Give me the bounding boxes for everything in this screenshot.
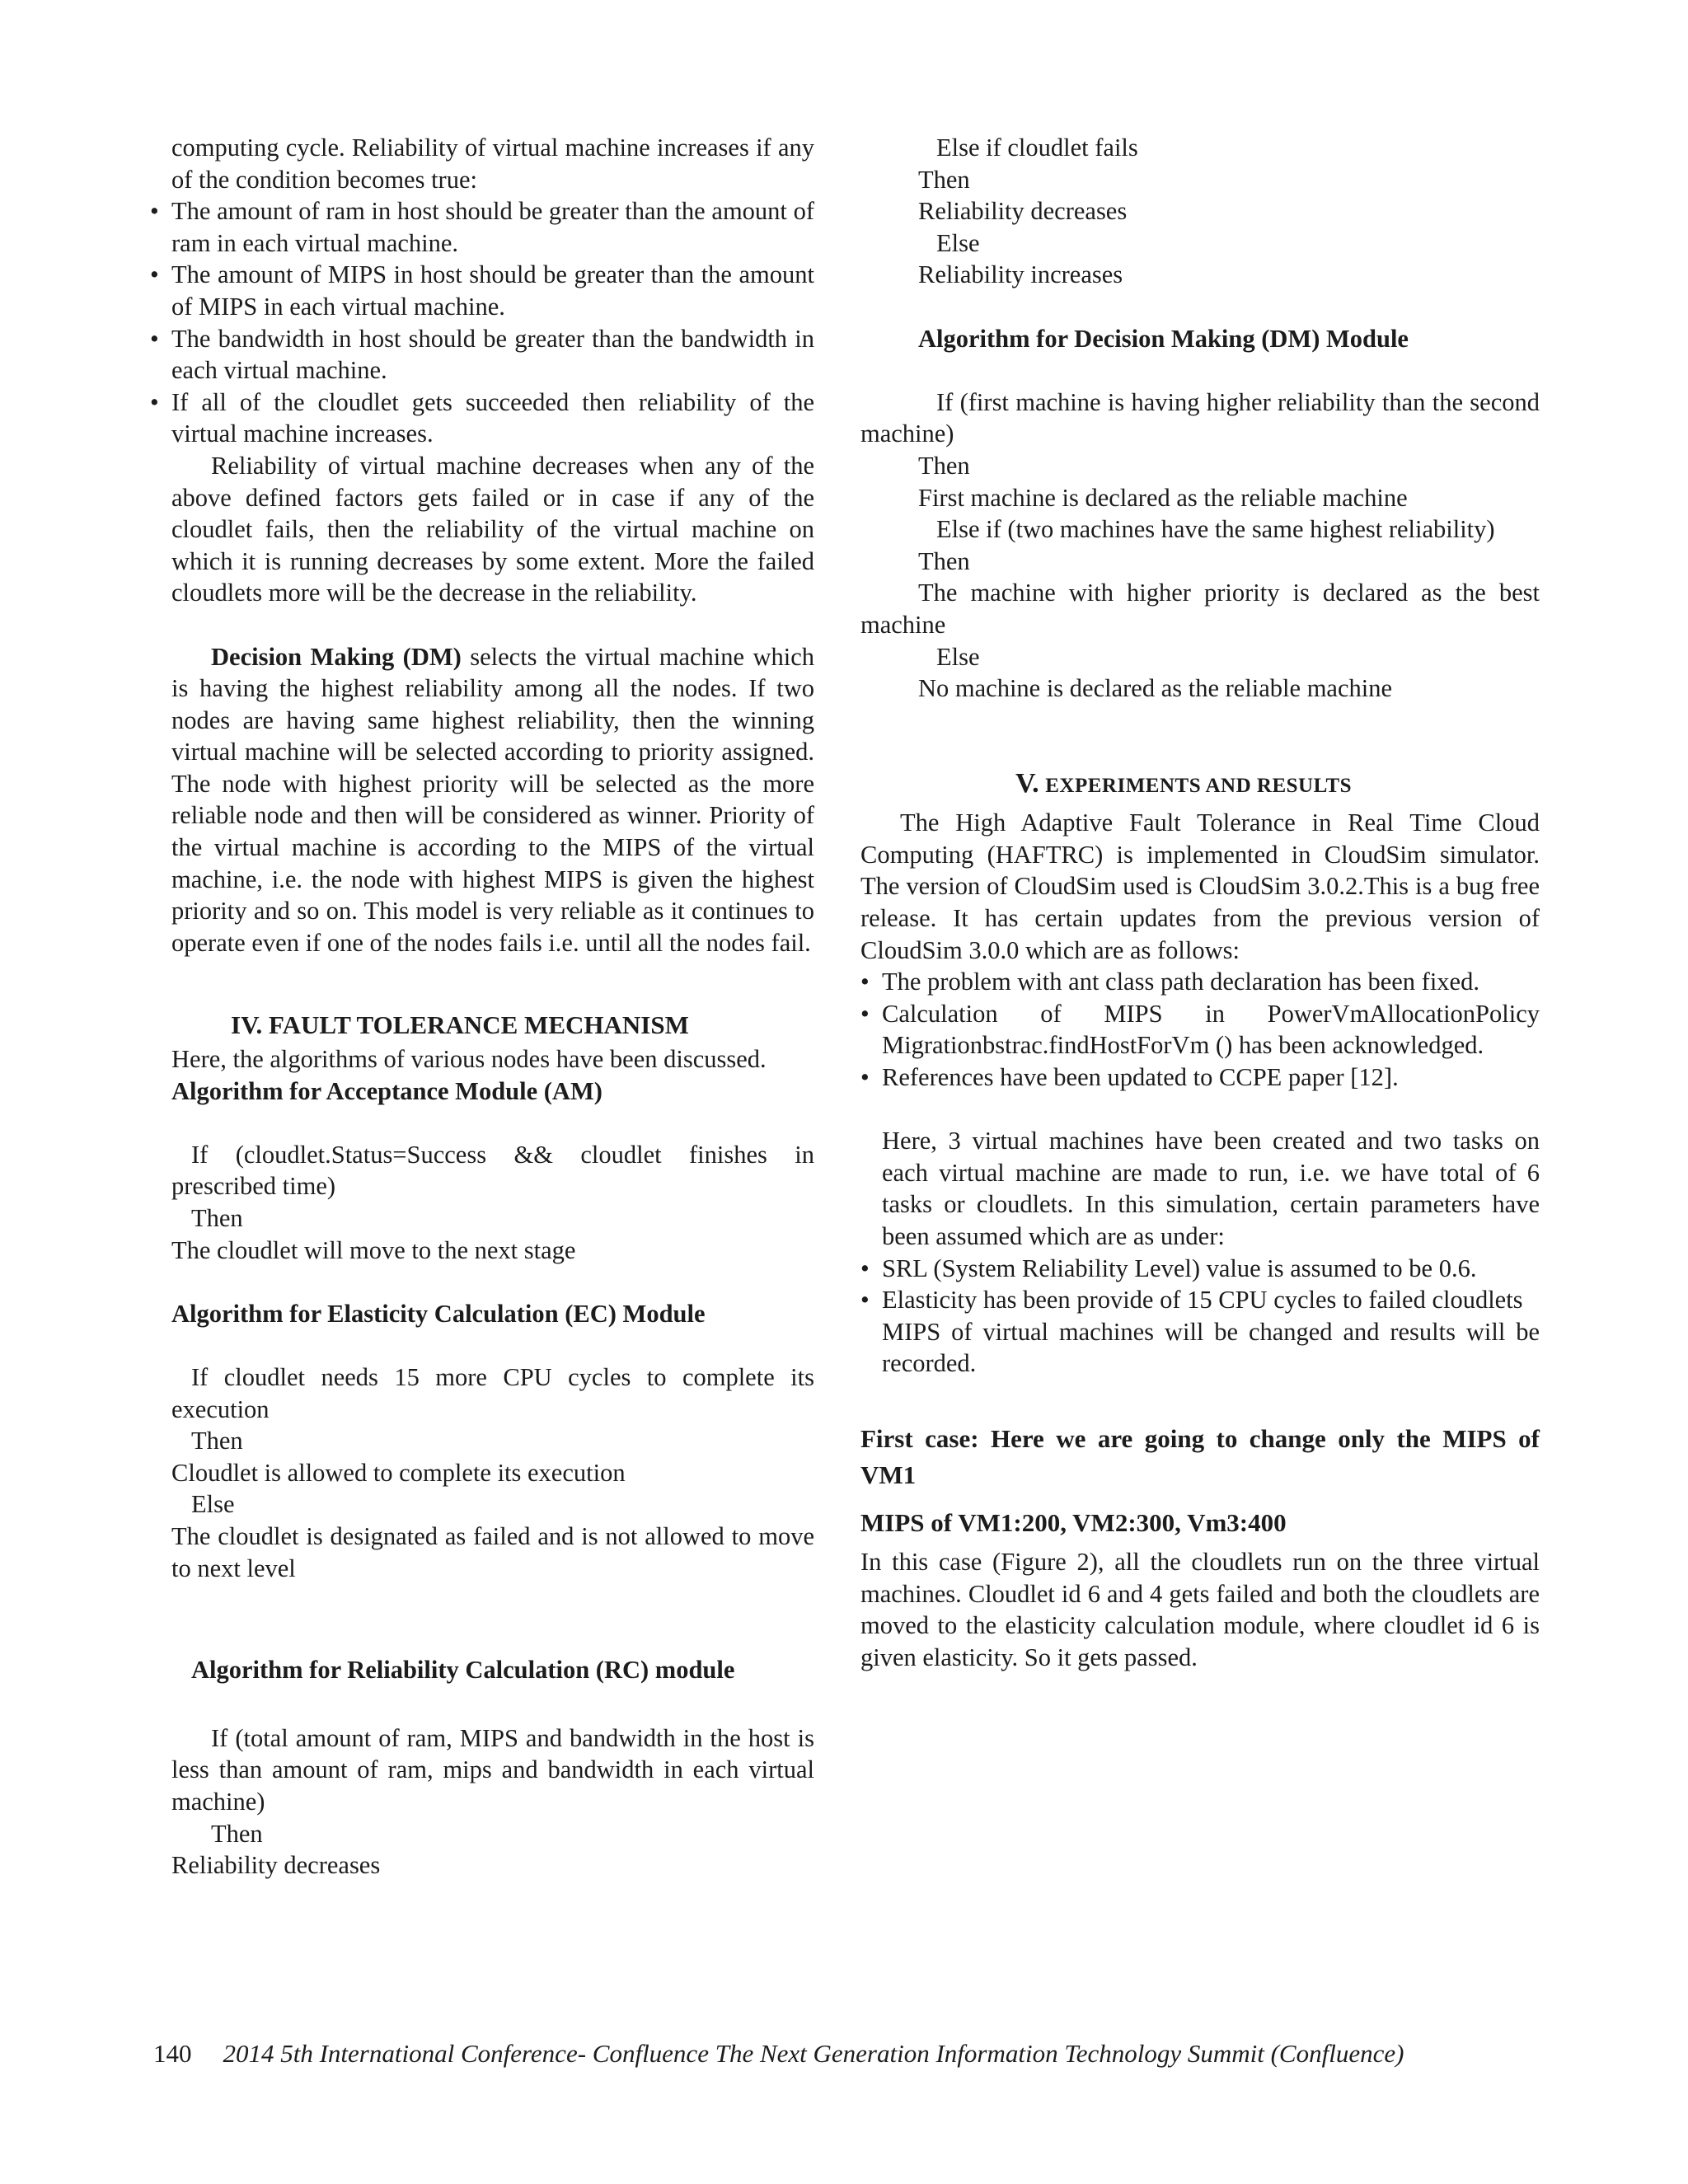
rc-result-3: Reliability increases — [918, 260, 1123, 289]
section-heading-v — [860, 768, 1540, 803]
rc-elseif: Else if cloudlet fails — [936, 134, 1138, 162]
ec-then: Then — [191, 1427, 243, 1455]
ec-algorithm-heading: Algorithm for Elasticity Calculation (EC) Module — [171, 1299, 706, 1328]
bullet-item: • SRL (System Reliability Level) value is assumed to be 0.6. — [882, 1253, 1540, 1285]
decision-making-text: selects the virtual machine which is having the highest reliability among all the nodes. If two nodes are having same highest reliability, then the winning virtual machine will be selected according to priority assigned. The node with highest priority will be selected as the more reliable node and then will be considered as winner. Priority of the virtual machine is according to the MIPS of the virtual machine, i.e. the node with highest MIPS is given the highest priority and so on. This model is very reliable as it continues to operate even if one of the nodes fails i.e. until all the nodes fail. — [171, 642, 814, 957]
intro-paragraph: computing cycle. Reliability of virtual machine increases if any of the condition becomes true: — [171, 134, 814, 194]
dm-result-1: First machine is declared as the reliable machine — [918, 483, 1408, 512]
am-algorithm-heading: Algorithm for Acceptance Module (AM) — [171, 1076, 603, 1105]
experiments-paragraph: The High Adaptive Fault Tolerance in Real Time Cloud Computing (HAFTRC) is implemented in CloudSim simulator. The version of CloudSim used is CloudSim 3.0.2.This is a bug free release. It has certain updates from the previous version of CloudSim 3.0.0 which are as follows: — [860, 808, 1540, 964]
bullet-item: • The bandwidth in host should be greater than the bandwidth in each virtual machine. — [171, 323, 814, 387]
mips-heading: MIPS of VM1:200, VM2:300, Vm3:400 — [860, 1507, 1287, 1537]
page-footer — [153, 2039, 1404, 2069]
reliability-decrease-paragraph: Reliability of virtual machine decreases when any of the above defined factors gets failed or in case if any of the cloudlet fails, then the reliability of the virtual machine on which it is running decreases by some extent. More the failed cloudlets more will be the decrease in the reliability. — [171, 451, 814, 607]
rc-result: Reliability decreases — [171, 1851, 381, 1880]
conference-name: 2014 5th International Conference- Confluence The Next Generation Information Technology Summit (Confluence) — [223, 2039, 1404, 2068]
bullet-item: • Elasticity has been provide of 15 CPU cycles to failed cloudlets — [882, 1284, 1540, 1316]
right-column — [860, 132, 1540, 1673]
bullet-item: • The problem with ant class path declaration has been fixed. — [882, 966, 1540, 998]
rc-if-condition: If (total amount of ram, MIPS and bandwidth in the host is less than amount of ram, mips and bandwidth in each virtual machine) — [171, 1723, 814, 1816]
bullet-item: • The amount of MIPS in host should be greater than the amount of MIPS in each virtual machine. — [171, 259, 814, 322]
decision-making-term: Decision Making (DM) — [211, 642, 462, 671]
dm-then-1: Then — [918, 451, 970, 480]
bullet-item: • If all of the cloudlet gets succeeded then reliability of the virtual machine increases. — [171, 387, 814, 450]
ec-result: Cloudlet is allowed to complete its execution — [171, 1458, 626, 1487]
dm-then-2: Then — [918, 546, 970, 575]
dm-else: Else — [936, 642, 980, 671]
dm-if-condition: If (first machine is having higher reliability than the second machine) — [860, 387, 1540, 448]
dm-result-3: No machine is declared as the reliable machine — [918, 674, 1393, 703]
page-number: 140 — [153, 2039, 192, 2068]
bullet-item: • References have been updated to CCPE paper [12]. — [882, 1062, 1540, 1094]
simulation-tail: MIPS of virtual machines will be changed and results will be recorded. — [882, 1317, 1540, 1378]
rc-result-2: Reliability decreases — [918, 197, 1128, 226]
first-case-heading: First case: Here we are going to change only the MIPS of VM1 — [860, 1423, 1540, 1489]
rc-else: Else — [936, 228, 980, 257]
bullet-item: • The amount of ram in host should be greater than the amount of ram in each virtual machine. — [171, 195, 814, 259]
rc-then-2: Then — [918, 165, 970, 194]
left-column — [171, 132, 814, 1882]
ec-else: Else — [191, 1490, 235, 1519]
section-v-title: EXPERIMENTS AND RESULTS — [1045, 774, 1353, 797]
simulation-paragraph: Here, 3 virtual machines have been created and two tasks on each virtual machine are made to run, i.e. we have total of 6 tasks or cloudlets. In this simulation, certain parameters have been assumed which are as under: — [882, 1127, 1540, 1250]
am-if-condition: If (cloudlet.Status=Success && cloudlet finishes in prescribed time) — [171, 1140, 814, 1201]
decision-making-paragraph — [171, 641, 814, 959]
ec-else-result: The cloudlet is designated as failed and is not allowed to move to next level — [171, 1521, 814, 1582]
section-heading-iv: IV. FAULT TOLERANCE MECHANISM — [231, 1010, 689, 1040]
ec-if-condition: If cloudlet needs 15 more CPU cycles to complete its execution — [171, 1362, 814, 1423]
section-iv-intro: Here, the algorithms of various nodes have been discussed. — [171, 1045, 767, 1074]
dm-algorithm-heading: Algorithm for Decision Making (DM) Module — [918, 324, 1409, 353]
section-v-number: V. — [1015, 767, 1039, 799]
bullet-item: • Calculation of MIPS in PowerVmAllocationPolicy Migrationbstrac.findHostForVm () has been acknowledged. — [882, 998, 1540, 1062]
rc-algorithm-heading: Algorithm for Reliability Calculation (RC) module — [191, 1656, 735, 1685]
dm-elseif: Else if (two machines have the same highest reliability) — [936, 515, 1495, 544]
am-then: Then — [191, 1204, 243, 1232]
am-result: The cloudlet will move to the next stage — [171, 1235, 576, 1264]
rc-then: Then — [211, 1819, 263, 1848]
dm-result-2: The machine with higher priority is declared as the best machine — [860, 579, 1540, 639]
first-case-paragraph: In this case (Figure 2), all the cloudlets run on the three virtual machines. Cloudlet id 6 and 4 gets failed and both the cloudlets are moved to the elasticity calculation module, where cloudlet id 6 is given elasticity. So it gets passed. — [860, 1547, 1540, 1671]
